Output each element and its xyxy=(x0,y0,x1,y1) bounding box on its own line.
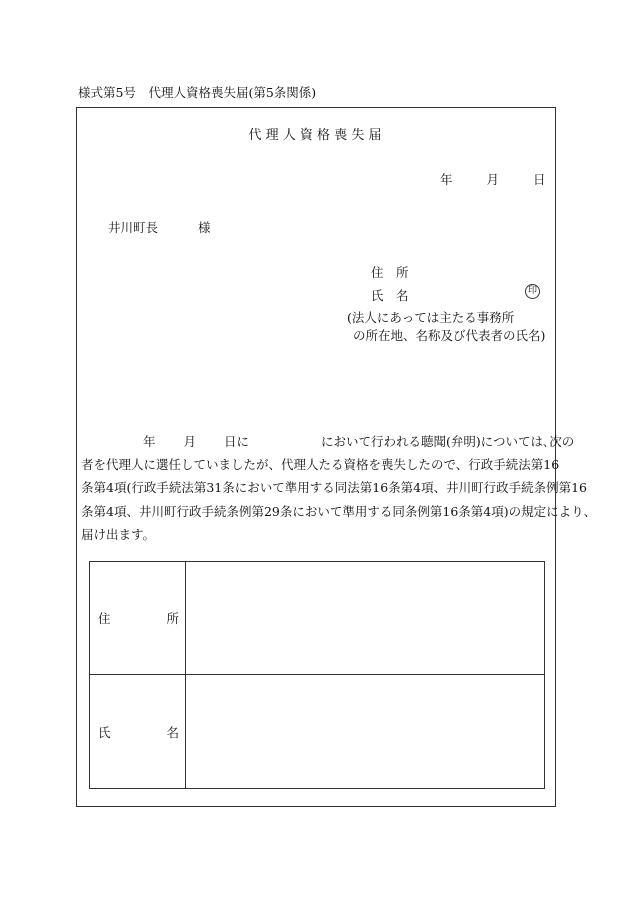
body-month: 月 xyxy=(183,434,197,449)
addressee-name: 井川町長 xyxy=(108,220,159,235)
agent-info-table xyxy=(89,561,545,789)
address-label-right: 所 xyxy=(166,611,179,626)
date-day-label: 日 xyxy=(532,172,546,187)
body-paragraph xyxy=(81,430,597,546)
name-label-left: 氏 xyxy=(98,724,111,740)
body-line-4: 条第4項、井川町行政手続条例第29条において準用する同条例第16条第4項)の規定により、 xyxy=(81,503,597,519)
body-line-2: 者を代理人に選任していましたが、代理人たる資格を喪失したので、行政手続法第16 xyxy=(81,457,560,473)
applicant-address-label: 住 所 xyxy=(371,265,409,280)
name-label-cell xyxy=(90,675,186,789)
document-title: 代 理 人 資 格 喪 失 届 xyxy=(248,128,382,143)
addressee-honorific: 様 xyxy=(198,220,211,235)
form-number-label: 様式第5号 代理人資格喪失届(第5条関係) xyxy=(78,85,317,100)
applicant-name-label: 氏 名 xyxy=(371,288,409,303)
body-day: 日に xyxy=(224,434,250,449)
corporation-note-line-1: (法人にあっては主たる事務所 xyxy=(347,310,515,325)
body-line-5: 届け出ます。 xyxy=(81,526,156,542)
body-year: 年 xyxy=(143,434,156,449)
address-label-left: 住 xyxy=(98,611,111,626)
date-year-label: 年 xyxy=(440,172,453,187)
addressee xyxy=(108,218,211,236)
body-line-1 xyxy=(81,430,575,453)
seal-mark: 印 xyxy=(525,284,540,299)
table-row-address xyxy=(90,562,545,675)
name-value-cell[interactable] xyxy=(186,675,545,789)
table-row-name xyxy=(90,675,545,789)
body-line-1-rest: において行われる聴聞(弁明)については､次の xyxy=(321,434,575,449)
name-label-right: 名 xyxy=(166,724,179,740)
corporation-note-line-2: の所在地、名称及び代表者の氏名) xyxy=(353,328,546,343)
body-line-3: 条第4項(行政手続法第31条において準用する同法第16条第4項、井川町行政手続条例第16 xyxy=(81,480,588,496)
address-value-cell[interactable] xyxy=(186,562,545,675)
date-line xyxy=(440,170,545,188)
date-month-label: 月 xyxy=(486,172,499,187)
address-label-cell xyxy=(90,562,186,675)
